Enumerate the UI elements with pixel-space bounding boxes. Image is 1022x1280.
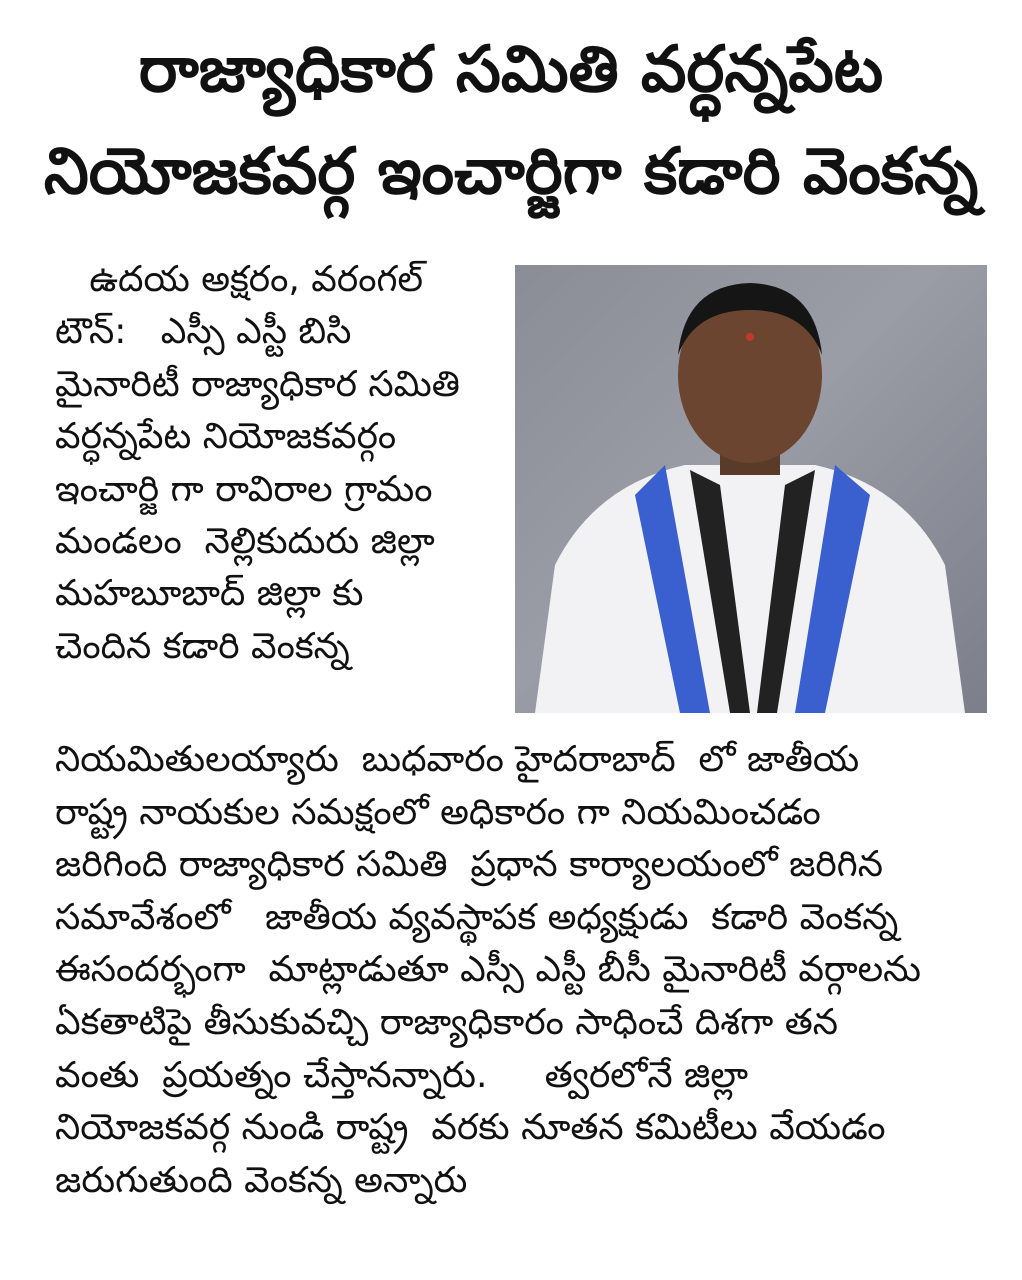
article-line: చెందిన కడారి వెంకన్న bbox=[55, 626, 350, 667]
article-line: వంతు ప్రయత్నం చేస్తానన్నారు. త్వరలోనే జిల్లా bbox=[55, 1055, 749, 1096]
article-line: మైనారిటీ రాజ్యాధికార సమితి bbox=[55, 364, 460, 405]
headline-line-1: రాజ్యాధికార సమితి వర్ధన్నపేట bbox=[138, 33, 884, 107]
article-line: జరుగుతుంది వెంకన్న అన్నారు bbox=[55, 1160, 468, 1201]
article-line: ఈసందర్భంగా మాట్లాడుతూ ఎస్సీ ఎస్టీ బీసీ మైనారిటీ వర్గాలను bbox=[55, 949, 921, 990]
article-line: టౌన్: ఎస్సీ ఎస్టీ బిసి bbox=[55, 311, 352, 352]
article-line: ఇంచార్జి గా రావిరాల గ్రామం bbox=[55, 469, 433, 510]
article-line: ఏకతాటిపై తీసుకువచ్చి రాజ్యాధికారం సాధించే దిశగా తన bbox=[55, 1002, 838, 1043]
article-line: రాష్ట్ర నాయకుల సమక్షంలో అధికారం గా నియమించడం bbox=[55, 792, 821, 833]
article-line: ఉదయ అక్షరం, వరంగల్ bbox=[55, 259, 424, 300]
article-line: వర్ధన్నపేట నియోజకవర్గం bbox=[55, 416, 397, 457]
portrait-photo bbox=[515, 265, 987, 713]
article-line: జరిగింది రాజ్యాధికార సమితి ప్రధాన కార్యాలయంలో జరిగిన bbox=[55, 844, 884, 885]
headline-line-2: నియోజకవర్గ ఇంచార్జిగా కడారి వెంకన్న bbox=[43, 135, 979, 209]
article-line: మహబూబాద్ జిల్లా కు bbox=[55, 573, 364, 614]
person-portrait-image bbox=[515, 265, 987, 713]
article-line: మండలం నెల్లికుదురు జిల్లా bbox=[55, 521, 435, 562]
article-line: నియమితులయ్యారు బుధవారం హైదరాబాద్ లో జాతీయ bbox=[55, 739, 860, 780]
article-line: నియోజకవర్గ నుండి రాష్ట్ర వరకు నూతన కమిటీలు వేయడం bbox=[55, 1107, 886, 1148]
article-line: సమావేశంలో జాతీయ వ్యవస్థాపక అధ్యక్షుడు కడారి వెంకన్న bbox=[55, 897, 899, 938]
